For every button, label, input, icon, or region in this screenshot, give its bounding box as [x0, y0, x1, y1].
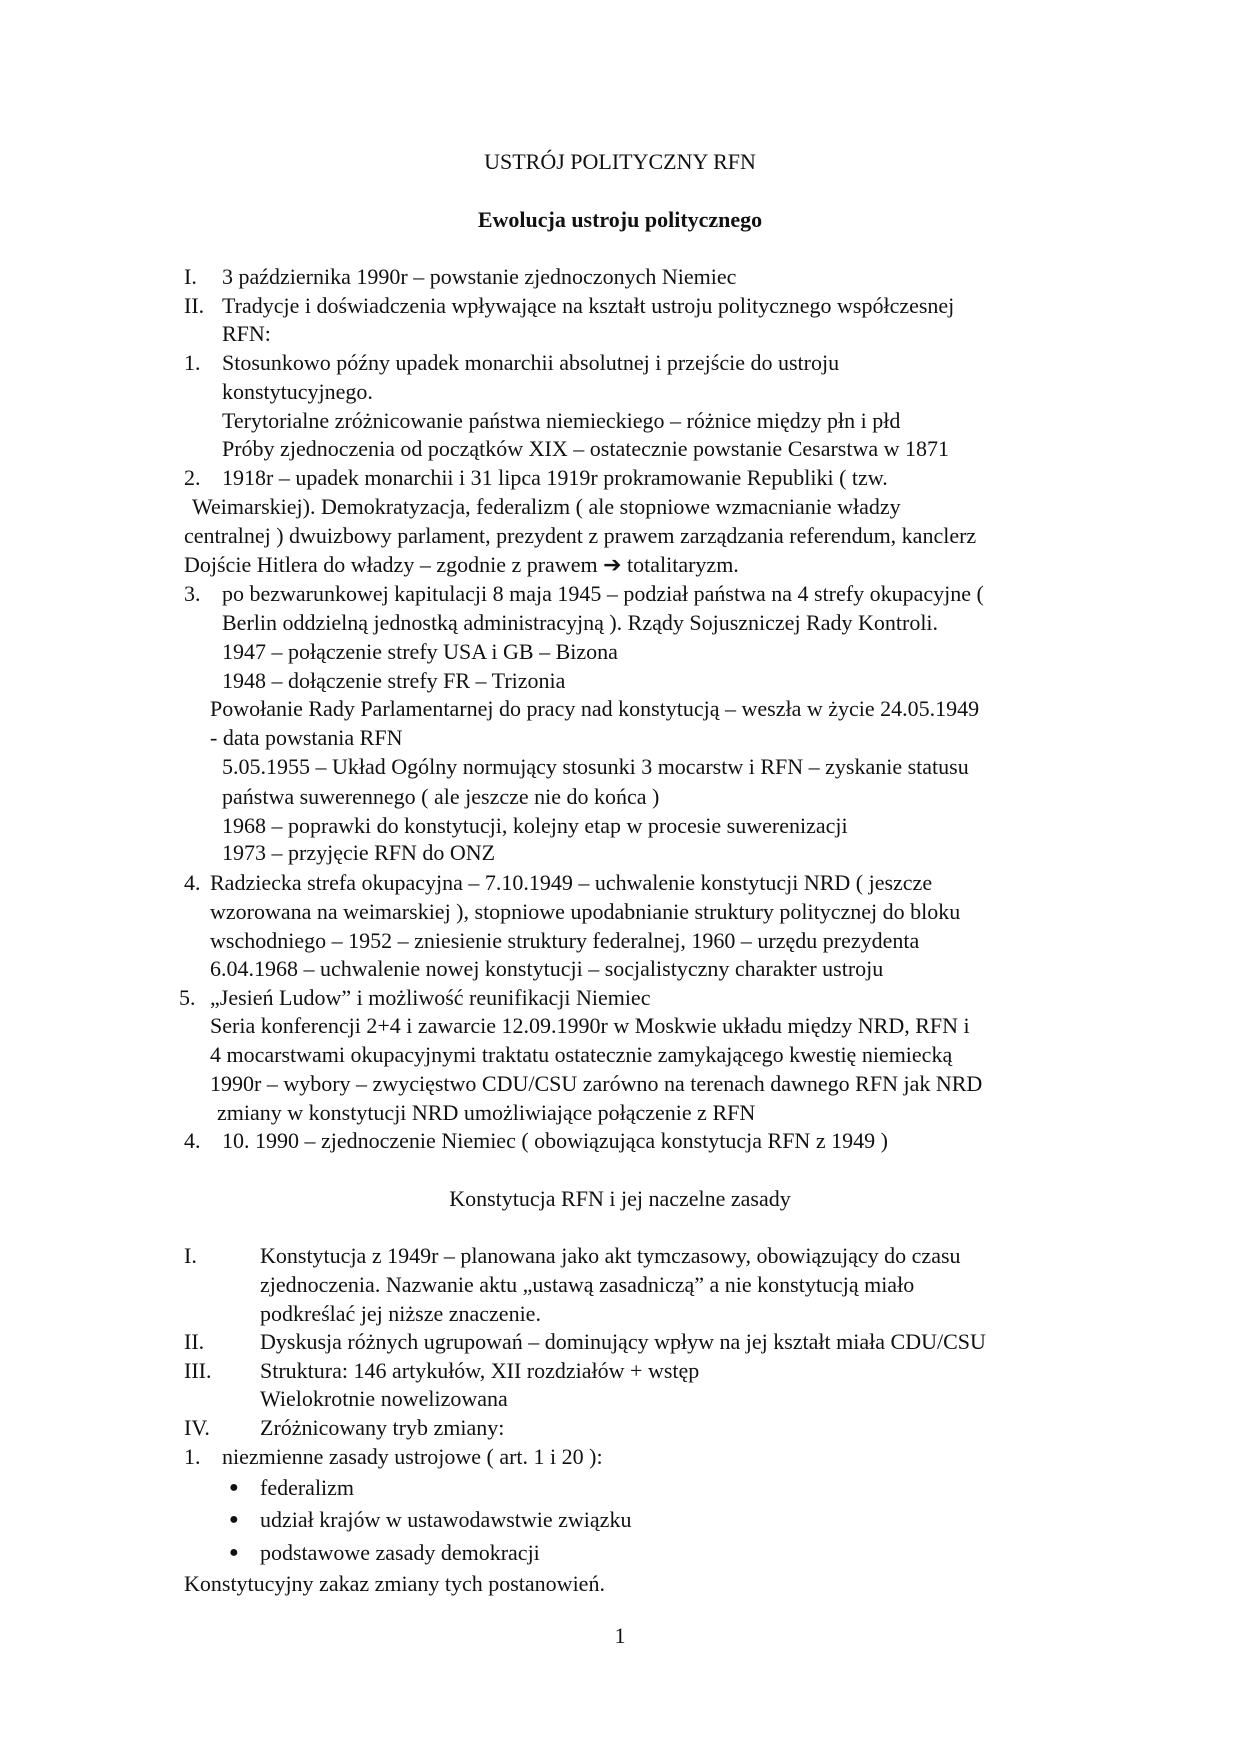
text-line: federalizm: [260, 1475, 355, 1500]
text-line: podkreślać jej niższe znaczenie.: [260, 1301, 541, 1326]
text-line: Terytorialne zróżnicowanie państwa niemieckiego – różnice między płn i płd: [222, 408, 901, 433]
text-line: 10. 1990 – zjednoczenie Niemiec ( obowiązująca konstytucja RFN z 1949 ): [222, 1128, 888, 1153]
text-line: niezmienne zasady ustrojowe ( art. 1 i 20 ):: [222, 1444, 603, 1469]
text-line: Zróżnicowany tryb zmiany:: [260, 1415, 505, 1440]
text-line: RFN:: [222, 321, 271, 346]
text-line: wschodniego – 1952 – zniesienie struktury federalnej, 1960 – urzędu prezydenta: [210, 928, 920, 953]
list-marker: 4.: [184, 870, 201, 895]
list-marker: 5.: [179, 985, 196, 1010]
text-line: Weimarskiej). Demokratyzacja, federalizm ( ale stopniowe wzmacnianie władzy: [192, 494, 901, 519]
text-line: udział krajów w ustawodawstwie związku: [260, 1507, 632, 1532]
text-line: 4 mocarstwami okupacyjnymi traktatu ostatecznie zamykającego kwestię niemiecką: [210, 1042, 953, 1067]
section-heading-constitution: Konstytucja RFN i jej naczelne zasady: [449, 1186, 791, 1211]
text-line: - data powstania RFN: [210, 725, 403, 750]
text-line: 1947 – połączenie strefy USA i GB – Bizona: [222, 639, 618, 664]
text-line: 1990r – wybory – zwycięstwo CDU/CSU zarówno na terenach dawnego RFN jak NRD: [210, 1071, 983, 1096]
text-line: Powołanie Rady Parlamentarnej do pracy nad konstytucją – weszła w życie 24.05.1949: [210, 696, 980, 721]
text-line: zmiany w konstytucji NRD umożliwiające połączenie z RFN: [217, 1100, 756, 1125]
text-line: Stosunkowo późny upadek monarchii absolutnej i przejście do ustroju: [222, 350, 840, 375]
bullet-icon: ●: [229, 1479, 239, 1496]
text-line: konstytucyjnego.: [222, 379, 373, 404]
text-line: Konstytucja z 1949r – planowana jako akt tymczasowy, obowiązujący do czasu: [260, 1243, 961, 1268]
text-line: 1918r – upadek monarchii i 31 lipca 1919r prokramowanie Republiki ( tzw.: [222, 465, 888, 490]
text-line: wzorowana na weimarskiej ), stopniowe upodabnianie struktury politycznej do bloku: [210, 899, 961, 924]
text-line: Próby zjednoczenia od początków XIX – ostatecznie powstanie Cesarstwa w 1871: [222, 436, 949, 461]
text-line: Wielokrotnie nowelizowana: [260, 1386, 508, 1411]
list-marker: II.: [184, 1329, 205, 1354]
document-title: USTRÓJ POLITYCZNY RFN: [484, 149, 756, 174]
list-marker: 1.: [184, 350, 201, 375]
text-line: Konstytucyjny zakaz zmiany tych postanowień.: [184, 1571, 605, 1596]
list-marker: I.: [184, 1243, 197, 1268]
text-line: Radziecka strefa okupacyjna – 7.10.1949 – uchwalenie konstytucji NRD ( jeszcze: [210, 870, 933, 895]
list-marker: 1.: [184, 1444, 201, 1469]
list-marker: II.: [184, 293, 205, 318]
text-line: 1973 – przyjęcie RFN do ONZ: [222, 840, 496, 865]
text-line: podstawowe zasady demokracji: [260, 1540, 540, 1565]
bullet-icon: ●: [229, 1544, 239, 1561]
list-marker: III.: [184, 1358, 212, 1383]
text-line: Struktura: 146 artykułów, XII rozdziałów + wstęp: [260, 1358, 700, 1383]
page-number: 1: [614, 1623, 626, 1648]
text-line: Dojście Hitlera do władzy – zgodnie z prawem ➔ totalitaryzm.: [184, 552, 739, 577]
text-line: 1968 – poprawki do konstytucji, kolejny etap w procesie suwerenizacji: [222, 813, 848, 838]
text-line: 6.04.1968 – uchwalenie nowej konstytucji – socjalistyczny charakter ustroju: [210, 956, 884, 981]
section-heading-evolution: Ewolucja ustroju politycznego: [477, 207, 763, 232]
text-line: „Jesień Ludow” i możliwość reunifikacji Niemiec: [210, 985, 651, 1010]
text-line: Berlin oddzielną jednostką administracyjną ). Rządy Sojuszniczej Rady Kontroli.: [222, 610, 939, 635]
text-line: Dyskusja różnych ugrupowań – dominujący wpływ na jej kształt miała CDU/CSU: [260, 1329, 986, 1354]
text-line: Tradycje i doświadczenia wpływające na kształt ustroju politycznego współczesnej: [222, 293, 955, 318]
text-line: 3 października 1990r – powstanie zjednoczonych Niemiec: [222, 264, 737, 289]
text-line: państwa suwerennego ( ale jeszcze nie do końca ): [222, 784, 660, 809]
list-marker: I.: [184, 264, 197, 289]
text-line: 1948 – dołączenie strefy FR – Trizonia: [222, 668, 566, 693]
bullet-icon: ●: [229, 1511, 239, 1528]
text-line: po bezwarunkowej kapitulacji 8 maja 1945 – podział państwa na 4 strefy okupacyjne (: [222, 581, 984, 606]
list-marker: IV.: [184, 1415, 210, 1440]
list-marker: 2.: [184, 465, 201, 490]
text-line: zjednoczenia. Nazwanie aktu „ustawą zasadniczą” a nie konstytucją miało: [260, 1272, 915, 1297]
list-marker: 3.: [184, 581, 201, 606]
text-line: 5.05.1955 – Układ Ogólny normujący stosunki 3 mocarstw i RFN – zyskanie statusu: [222, 754, 969, 779]
list-marker: 4.: [184, 1128, 201, 1153]
text-line: centralnej ) dwuizbowy parlament, prezydent z prawem zarządzania referendum, kanclerz: [184, 523, 977, 548]
text-line: Seria konferencji 2+4 i zawarcie 12.09.1990r w Moskwie układu między NRD, RFN i: [210, 1013, 970, 1038]
